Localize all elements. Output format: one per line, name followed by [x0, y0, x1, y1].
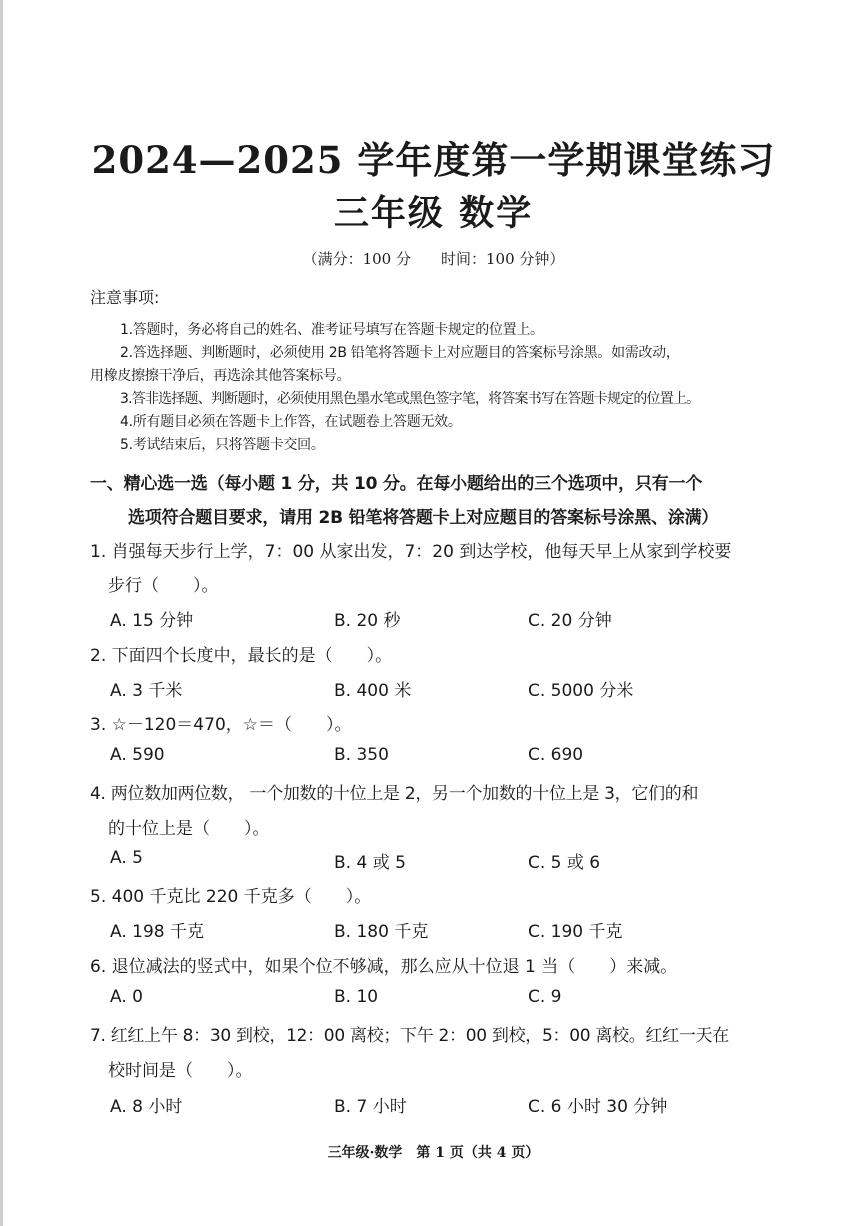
- note-line: 用橡皮擦擦干净后，再选涂其他答案标号。: [90, 368, 351, 384]
- question-text-cont: 的十位上是（ ）。: [108, 819, 270, 839]
- option-c: C. 190 千克: [528, 922, 623, 942]
- question-text: 1. 肖强每天步行上学，7：00 从家出发，7：20 到达学校，他每天早上从家到学校要: [90, 542, 732, 562]
- option-c: C. 20 分钟: [528, 611, 612, 631]
- exam-meta: （满分：100 分 时间：100 分钟）: [302, 250, 565, 268]
- option-a: A. 15 分钟: [110, 611, 194, 631]
- option-c: C. 6 小时 30 分钟: [528, 1097, 668, 1117]
- option-c: C. 9: [528, 987, 562, 1007]
- question-text-cont: 校时间是（ ）。: [108, 1061, 253, 1081]
- option-a: A. 198 千克: [110, 922, 204, 942]
- page-footer: 三年级·数学 第 1 页（共 4 页）: [327, 1145, 540, 1161]
- option-b: B. 180 千克: [334, 922, 429, 942]
- exam-subtitle: 三年级 数学: [333, 193, 534, 234]
- exam-title: 2024—2025 学年度第一学期课堂练习: [91, 138, 776, 182]
- option-a: A. 590: [110, 745, 165, 765]
- option-c: C. 5 或 6: [528, 853, 601, 873]
- option-a: A. 0: [110, 987, 143, 1007]
- option-a: A. 8 小时: [110, 1097, 183, 1117]
- question-text: 2. 下面四个长度中，最长的是（ ）。: [90, 646, 393, 666]
- option-b: B. 7 小时: [334, 1097, 407, 1117]
- notes-heading: 注意事项:: [90, 288, 160, 307]
- note-line: 1.答题时，务必将自己的姓名、准考证号填写在答题卡规定的位置上。: [120, 322, 544, 338]
- section-heading: 一、精心选一选（每小题 1 分，共 10 分。在每小题给出的三个选项中，只有一个: [90, 474, 703, 494]
- question-text: 6. 退位减法的竖式中，如果个位不够减，那么应从十位退 1 当（ ）来减。: [90, 957, 678, 977]
- note-line: 3.答非选择题、判断题时，必须使用黑色墨水笔或黑色签字笔，将答案书写在答题卡规定的位置上。: [120, 391, 700, 407]
- option-c: C. 5000 分米: [528, 681, 634, 701]
- option-c: C. 690: [528, 745, 584, 765]
- section-heading-cont: 选项符合题目要求，请用 2B 铅笔将答题卡上对应题目的答案标号涂黑、涂满）: [128, 508, 719, 528]
- option-a: A. 3 千米: [110, 681, 183, 701]
- option-b: B. 20 秒: [334, 611, 401, 631]
- question-text: 5. 400 千克比 220 千克多（ ）。: [90, 887, 372, 907]
- question-text: 4. 两位数加两位数， 一个加数的十位上是 2，另一个加数的十位上是 3，它们的和: [90, 784, 699, 804]
- note-line: 4.所有题目必须在答题卡上作答，在试题卷上答题无效。: [120, 414, 462, 430]
- note-line: 2.答选择题、判断题时，必须使用 2B 铅笔将答题卡上对应题目的答案标号涂黑。如需改动，: [120, 345, 680, 361]
- question-text-cont: 步行（ ）。: [108, 576, 219, 596]
- option-b: B. 4 或 5: [334, 853, 406, 873]
- option-a: A. 5: [110, 848, 143, 868]
- question-text: 7. 红红上午 8：30 到校，12：00 离校；下午 2：00 到校，5：00 离校。红红一天在: [90, 1026, 729, 1046]
- question-text: 3. ☆－120＝470，☆＝（ ）。: [90, 715, 352, 735]
- option-b: B. 10: [334, 987, 379, 1007]
- note-line: 5.考试结束后，只将答题卡交回。: [120, 437, 325, 453]
- option-b: B. 400 米: [334, 681, 412, 701]
- option-b: B. 350: [334, 745, 389, 765]
